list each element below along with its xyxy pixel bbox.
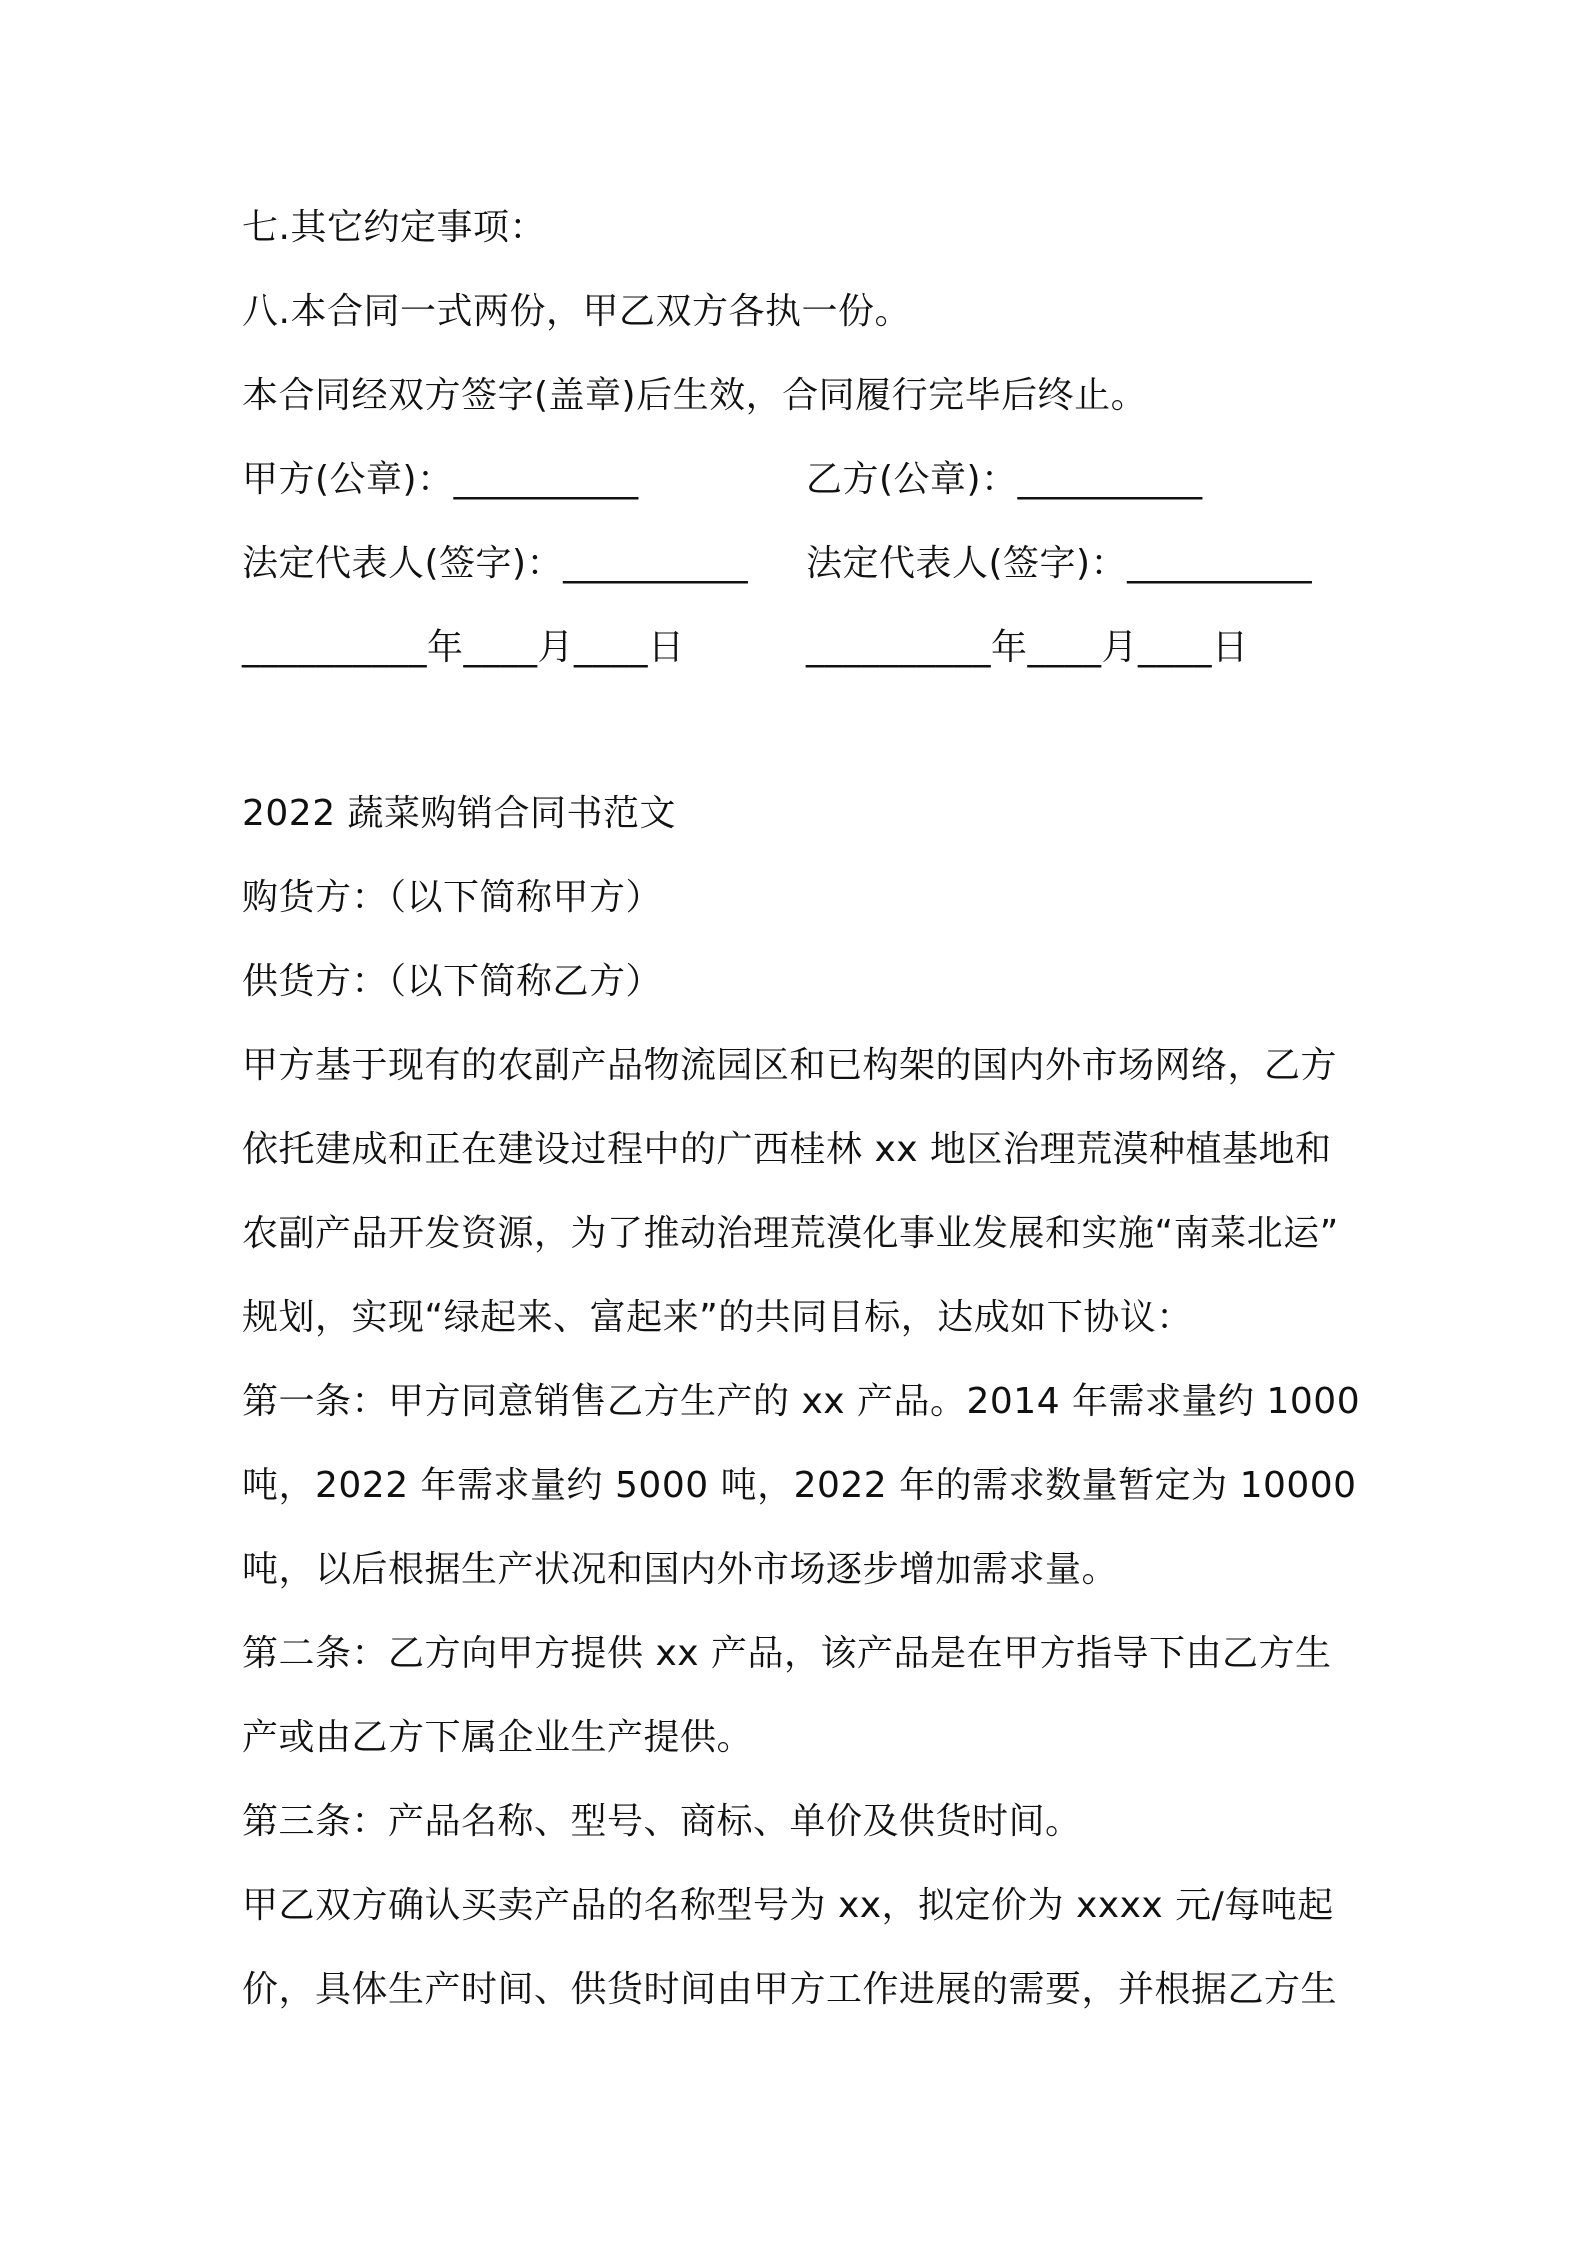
article-2-line-2: 产或由乙方下属企业生产提供。 bbox=[242, 1717, 754, 1758]
party-a-seal-line: 甲方(公章)：__________ bbox=[242, 459, 639, 500]
preamble-line-2: 依托建成和正在建设过程中的广西桂林 xx 地区治理荒漠种植基地和 bbox=[242, 1129, 1332, 1170]
article-2-line-1: 第二条：乙方向甲方提供 xx 产品，该产品是在甲方指导下由乙方生 bbox=[242, 1633, 1332, 1674]
article-3-body-line-1: 甲乙双方确认买卖产品的名称型号为 xx，拟定价为 xxxx 元/每吨起 bbox=[242, 1885, 1334, 1926]
buyer-line: 购货方：（以下简称甲方） bbox=[242, 877, 663, 918]
clause-7: 七.其它约定事项： bbox=[242, 207, 546, 248]
article-1-line-1: 第一条：甲方同意销售乙方生产的 xx 产品。2014 年需求量约 1000 bbox=[242, 1381, 1361, 1422]
preamble-line-1: 甲方基于现有的农副产品物流园区和已构架的国内外市场网络，乙方 bbox=[242, 1045, 1338, 1086]
party-b-date-line: __________年____月____日 bbox=[806, 627, 1249, 668]
second-contract-title: 2022 蔬菜购销合同书范文 bbox=[242, 793, 677, 834]
party-a-date-line: __________年____月____日 bbox=[242, 627, 685, 668]
effectiveness-clause: 本合同经双方签字(盖章)后生效，合同履行完毕后终止。 bbox=[242, 375, 1148, 416]
article-3-body-line-2: 价，具体生产时间、供货时间由甲方工作进展的需要，并根据乙方生 bbox=[242, 1969, 1338, 2010]
article-1-line-3: 吨，以后根据生产状况和国内外市场逐步增加需求量。 bbox=[242, 1549, 1119, 1590]
article-3-heading: 第三条：产品名称、型号、商标、单价及供货时间。 bbox=[242, 1801, 1082, 1842]
party-b-seal-line: 乙方(公章)：__________ bbox=[806, 459, 1203, 500]
supplier-line: 供货方：（以下简称乙方） bbox=[242, 961, 663, 1002]
party-b-representative-line: 法定代表人(签字)：__________ bbox=[806, 543, 1313, 584]
article-1-line-2: 吨，2022 年需求量约 5000 吨，2022 年的需求数量暂定为 10000 bbox=[242, 1465, 1357, 1506]
preamble-line-4: 规划，实现“绿起来、富起来”的共同目标，达成如下协议： bbox=[242, 1297, 1193, 1338]
party-a-representative-line: 法定代表人(签字)：__________ bbox=[242, 543, 749, 584]
preamble-line-3: 农副产品开发资源，为了推动治理荒漠化事业发展和实施“南菜北运” bbox=[242, 1213, 1339, 1254]
clause-8: 八.本合同一式两份，甲乙双方各执一份。 bbox=[242, 291, 911, 332]
